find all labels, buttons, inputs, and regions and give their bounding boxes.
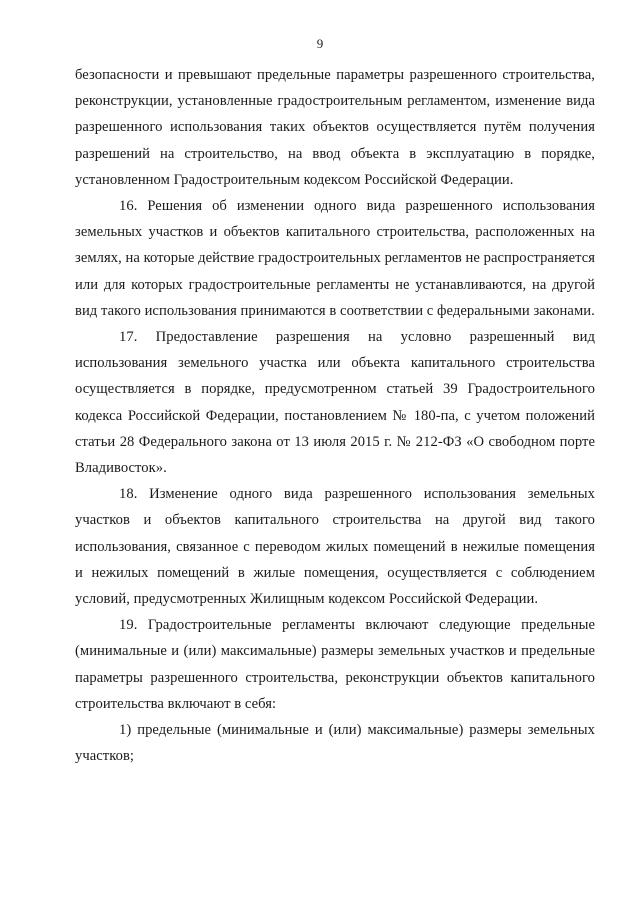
paragraph-18: 18. Изменение одного вида разрешенного использования земельных участков и объектов капитального строительства на другой вид такого использования, связанное с переводом жилых помещений в нежилые помещения и нежилых помещений в жилые помещения, осуществляется с соблюдением условий, предусмотренных Жилищным кодексом Российской Федерации. xyxy=(75,486,595,608)
paragraph-19: 19. Градостроительные регламенты включают следующие предельные (минимальные и (или) максимальные) размеры земельных участков и предельные параметры разрешенного строительства, реконструкции объектов капитального строительства включают в себя: xyxy=(75,617,595,712)
paragraph-19-item-1: 1) предельные (минимальные и (или) максимальные) размеры земельных участков; xyxy=(75,722,595,765)
paragraph-16: 16. Решения об изменении одного вида разрешенного использования земельных участков и объектов капитального строительства, расположенных на землях, на которые действие градостроительных регламентов не распространяется или для которых градостроительные регламенты не устанавливаются, на другой вид такого использования принимаются в соответствии с федеральными законами. xyxy=(75,198,595,319)
page-number: 9 xyxy=(316,36,324,51)
paragraph-17: 17. Предоставление разрешения на условно разрешенный вид использования земельного участка или объекта капитального строительства осуществляется в порядке, предусмотренном статьей 39 Градостроительного кодекса Российской Федерации, постановлением № 180-па, с учетом положений статьи 28 Федерального закона от 13 июля 2015 г. № 212-ФЗ «О свободном порте Владивосток». xyxy=(75,329,595,477)
page-body xyxy=(75,62,595,769)
paragraph-continuation: безопасности и превышают предельные параметры разрешенного строительства, реконструкции, установленные градостроительным регламентом, изменение вида разрешенного использования таких объектов осуществляется путём получения разрешений на строительство, на ввод объекта в эксплуатацию в порядке, установленном Градостроительным кодексом Российской Федерации. xyxy=(75,67,595,188)
